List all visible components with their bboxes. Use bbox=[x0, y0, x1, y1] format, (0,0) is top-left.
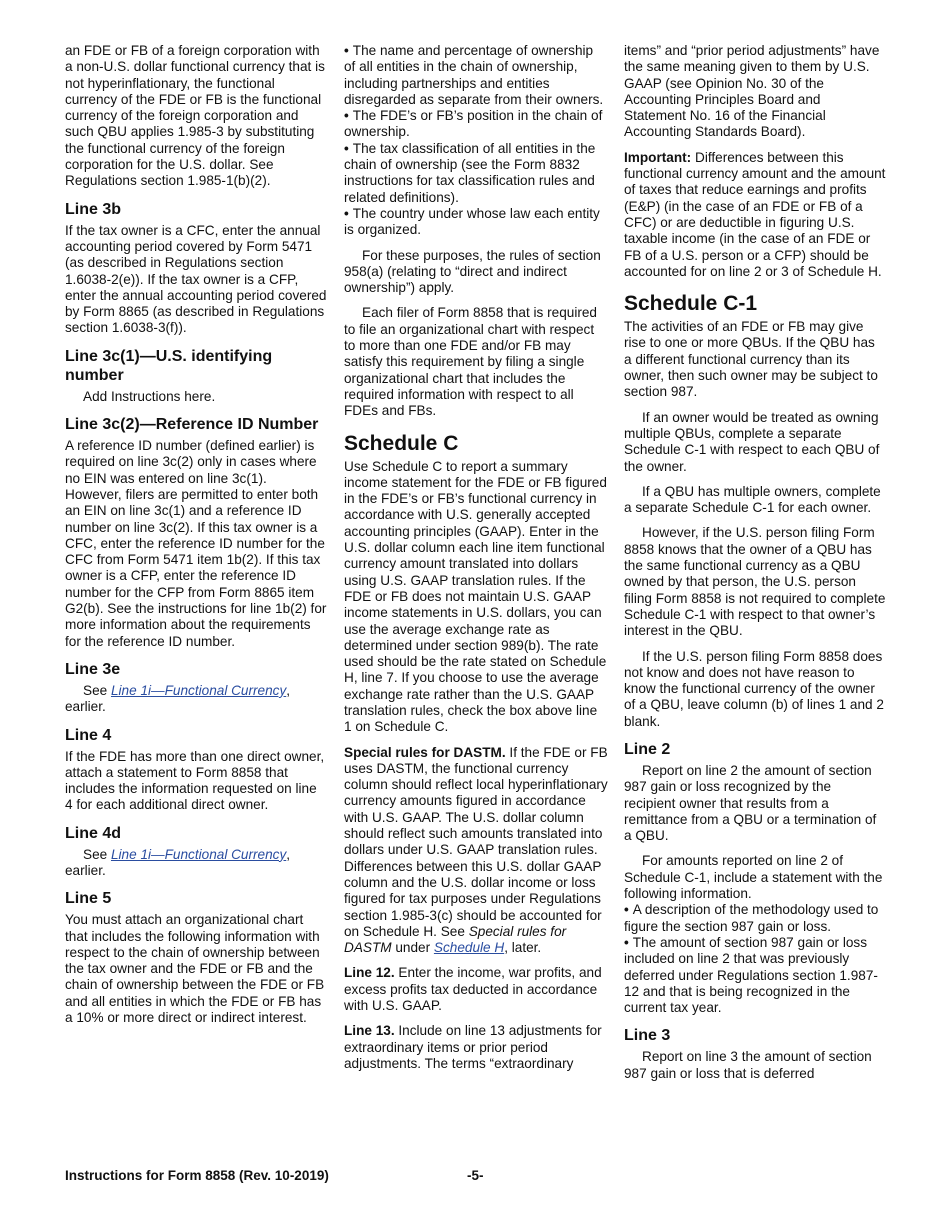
paragraph-line-4d bbox=[65, 847, 327, 880]
heading-line-5: Line 5 bbox=[65, 890, 112, 908]
heading-line-2: Line 2 bbox=[624, 740, 671, 758]
bullet-text: The FDE’s or FB’s position in the chain of ownership. bbox=[344, 108, 603, 140]
see-text: See bbox=[83, 846, 111, 862]
dastm-italic: Special rules for DASTM bbox=[344, 923, 567, 956]
bullet-item bbox=[344, 206, 608, 239]
dastm-end: , later. bbox=[504, 940, 542, 956]
paragraph-line-3e bbox=[65, 683, 327, 716]
bullet-icon: • bbox=[344, 205, 349, 221]
column-1 bbox=[65, 43, 327, 1035]
paragraph-continued: items” and “prior period adjustments” have the same meaning given to them by U.S. GAAP (see Opinion No. 30 of the Accounting Principles Board and Statement No. 16 of the Financial Accounting Standards Board). bbox=[624, 43, 880, 140]
link-functional-currency[interactable]: Line 1i—Functional Currency bbox=[110, 846, 287, 862]
paragraph-dastm bbox=[344, 745, 608, 957]
bullet-icon: • bbox=[624, 934, 629, 950]
paragraph-schedule-c: Use Schedule C to report a summary income statement for the FDE or FB figured in the FDE’s or FB’s functional currency in accordance with U.S. generally accepted accounting principles (GAAP). Enter in the U.S. dollar column each line item functional currency amount translated into dollars using U.S. GAAP translation rules. If the FDE or FB does not maintain U.S. GAAP income statements in U.S. dollars, you can use the average exchange rate as determined under section 989(b). The rate used should be the rate stated on Schedule H, line 7. If you choose to use the average exchange rate rather than the U.S. GAAP translation rules, check the box above line 1 on Schedule C. bbox=[344, 458, 607, 735]
bullet-icon: • bbox=[344, 140, 349, 156]
bullet-item bbox=[344, 108, 608, 141]
paragraph-line-4: If the FDE has more than one direct owner, attach a statement to Form 8858 that includes the information requested on line 4 for each additional direct owner. bbox=[65, 748, 325, 813]
link-schedule-h[interactable]: Schedule H bbox=[433, 940, 505, 956]
paragraph-line-3c1: Add Instructions here. bbox=[83, 388, 216, 404]
bullet-icon: • bbox=[344, 43, 349, 58]
paragraph-line-2a: Report on line 2 the amount of section 987 gain or loss recognized by the recipient owner that results from a remittance from a QBU or a termination of a QBU. bbox=[624, 762, 877, 844]
paragraph-c1-multiple-qbus: If an owner would be treated as owning multiple QBUs, complete a separate Schedule C-1 with respect to each QBU of the owner. bbox=[624, 409, 880, 474]
heading-line-3b: Line 3b bbox=[65, 200, 122, 218]
line-12-label: Line 12. bbox=[344, 965, 395, 981]
page-footer bbox=[65, 1168, 886, 1183]
line-13-text: Include on line 13 adjustments for extraordinary items or prior period adjustments. The terms “extraordinary bbox=[344, 1023, 602, 1071]
heading-line-4: Line 4 bbox=[65, 726, 112, 744]
heading-line-4d: Line 4d bbox=[65, 824, 122, 842]
dastm-label: Special rules for DASTM. bbox=[344, 744, 506, 760]
column-2 bbox=[344, 43, 608, 1081]
bullet-icon: • bbox=[624, 902, 629, 918]
column-3 bbox=[624, 43, 886, 1091]
paragraph-each-filer: Each filer of Form 8858 that is required to file an organizational chart with respect to more than one FDE and/or FB may satisfy this requirement by filing a single organizational chart that includes the required information with respect to all FDEs and FBs. bbox=[344, 305, 597, 419]
paragraph-line-3b: If the tax owner is a CFC, enter the annual accounting period covered by Form 5471 (as described in Regulations section 1.6038-2(e)). If the tax owner is a CFP, enter the annual accounting period covered by Form 8865 (as described in Regulations section 1.6038-3(f)). bbox=[65, 222, 327, 336]
dastm-text: If the FDE or FB uses DASTM, the functional currency column should reflect local hyperinflationary currency amounts figured in accordance with U.S. GAAP. The U.S. dollar column should reflect such amounts translated into dollars under U.S. GAAP translation rules. Differences between this U.S. dollar GAAP column and the U.S. dollar income or loss figured for tax purposes under Regulations section 1.985-3(c) should be accounted for on Schedule H. See bbox=[344, 744, 608, 939]
line-13-label: Line 13. bbox=[344, 1023, 395, 1039]
bullet-item bbox=[344, 43, 608, 108]
paragraph-c1-does-not-know: If the U.S. person filing Form 8858 does not know and does not have reason to know the functional currency of the owner of a QBU, leave column (b) of lines 1 and 2 blank. bbox=[624, 648, 884, 729]
heading-schedule-c: Schedule C bbox=[344, 431, 459, 455]
important-text: Differences between this functional currency amount and the amount of taxes that reduce earnings and profits (E&P) (in the case of an FDE or FB of a CFC) or are deductible in figuring U.S. taxable income (in the case of an FDE or FB of a U.S. person or a CFP) should be accounted for on line 2 or 3 of Schedule H. bbox=[624, 149, 886, 279]
bullet-icon: • bbox=[344, 108, 349, 124]
paragraph-line-2b: For amounts reported on line 2 of Schedule C-1, include a statement with the following information. bbox=[624, 853, 883, 902]
bullet-text: The tax classification of all entities in the chain of ownership (see the Form 8832 instructions for tax classification rules and related definitions). bbox=[344, 140, 596, 205]
paragraph-c1-however: However, if the U.S. person filing Form 8858 knows that the owner of a QBU has the same functional currency as a QBU owned by that person, the U.S. person filing Form 8858 is not required to complete Schedule C-1 with respect to that owner’s interest in the QBU. bbox=[624, 525, 886, 639]
paragraph-purposes: For these purposes, the rules of section 958(a) (relating to “direct and indirect ownership”) apply. bbox=[344, 247, 601, 296]
link-functional-currency[interactable]: Line 1i—Functional Currency bbox=[110, 682, 287, 698]
heading-schedule-c1: Schedule C-1 bbox=[624, 292, 758, 316]
earlier-text: , earlier. bbox=[65, 846, 291, 878]
heading-line-3c1: Line 3c(1)—U.S. identifying number bbox=[65, 347, 273, 384]
bullet-item bbox=[344, 141, 608, 206]
important-label: Important: bbox=[624, 149, 692, 165]
heading-line-3e: Line 3e bbox=[65, 660, 121, 678]
paragraph-important bbox=[624, 150, 886, 280]
bullet-text: The amount of section 987 gain or loss included on line 2 that was previously deferred under Regulations section 1.987-12 and that is being recognized in the current tax year. bbox=[624, 934, 878, 1016]
paragraph-line-12 bbox=[344, 965, 608, 1014]
earlier-text: , earlier. bbox=[65, 682, 291, 715]
line-12-text: Enter the income, war profits, and excess profits tax deducted in accordance with U.S. GAAP. bbox=[344, 965, 602, 1014]
paragraph-c1-activities: The activities of an FDE or FB may give rise to one or more QBUs. If the QBU has a different functional currency than its owner, then such owner may be subject to section 987. bbox=[624, 319, 878, 400]
dastm-under: under bbox=[391, 940, 434, 956]
see-text: See bbox=[83, 682, 111, 698]
bullet-item bbox=[624, 935, 886, 1016]
footer-title: Instructions for Form 8858 (Rev. 10-2019) bbox=[65, 1168, 329, 1183]
paragraph-c1-multiple-owners: If a QBU has multiple owners, complete a separate Schedule C-1 for each owner. bbox=[624, 483, 881, 516]
heading-line-3: Line 3 bbox=[624, 1027, 671, 1045]
bullet-text: The country under whose law each entity is organized. bbox=[344, 205, 600, 238]
paragraph-line-13 bbox=[344, 1023, 608, 1072]
bullet-text: A description of the methodology used to figure the section 987 gain or loss. bbox=[624, 902, 879, 934]
bullet-text: The name and percentage of ownership of all entities in the chain of ownership, including partnerships and entities disregarded as separate from their owners. bbox=[344, 43, 604, 107]
page-number: -5- bbox=[467, 1168, 484, 1183]
bullet-item bbox=[624, 902, 886, 935]
paragraph-continued: an FDE or FB of a foreign corporation with a non-U.S. dollar functional currency that is not hyperinflationary, the functional currency of the FDE or FB is the functional currency of the foreign corporation and such QBU applies 1.985-3 by substituting the functional currency of the foreign corporation for the U.S. dollar. See Regulations section 1.985-1(b)(2). bbox=[65, 43, 325, 189]
paragraph-line-3c2: A reference ID number (defined earlier) is required on line 3c(2) only in cases where no EIN was entered on line 3c(1). However, filers are permitted to enter both an EIN on line 3c(1) and a reference ID number on line 3c(2). If this tax owner is a CFC, enter the reference ID number for the CFC from Form 5471 item 1b(2). If this tax owner is a CFP, enter the reference ID number for the CFP from Form 8865 item G2(b). See the instructions for line 1b(2) for more information about the requirements for the reference ID number. bbox=[65, 438, 327, 649]
paragraph-line-5: You must attach an organizational chart that includes the following information with respect to the chain of ownership between the tax owner and the FDE or FB and the chain of ownership between the FDE or FB and all entities in which the FDE or FB has a 10% or more direct or indirect interest. bbox=[65, 912, 325, 1026]
heading-line-3c2: Line 3c(2)—Reference ID Number bbox=[65, 416, 319, 434]
paragraph-line-3: Report on line 3 the amount of section 987 gain or loss that is deferred bbox=[624, 1049, 872, 1081]
